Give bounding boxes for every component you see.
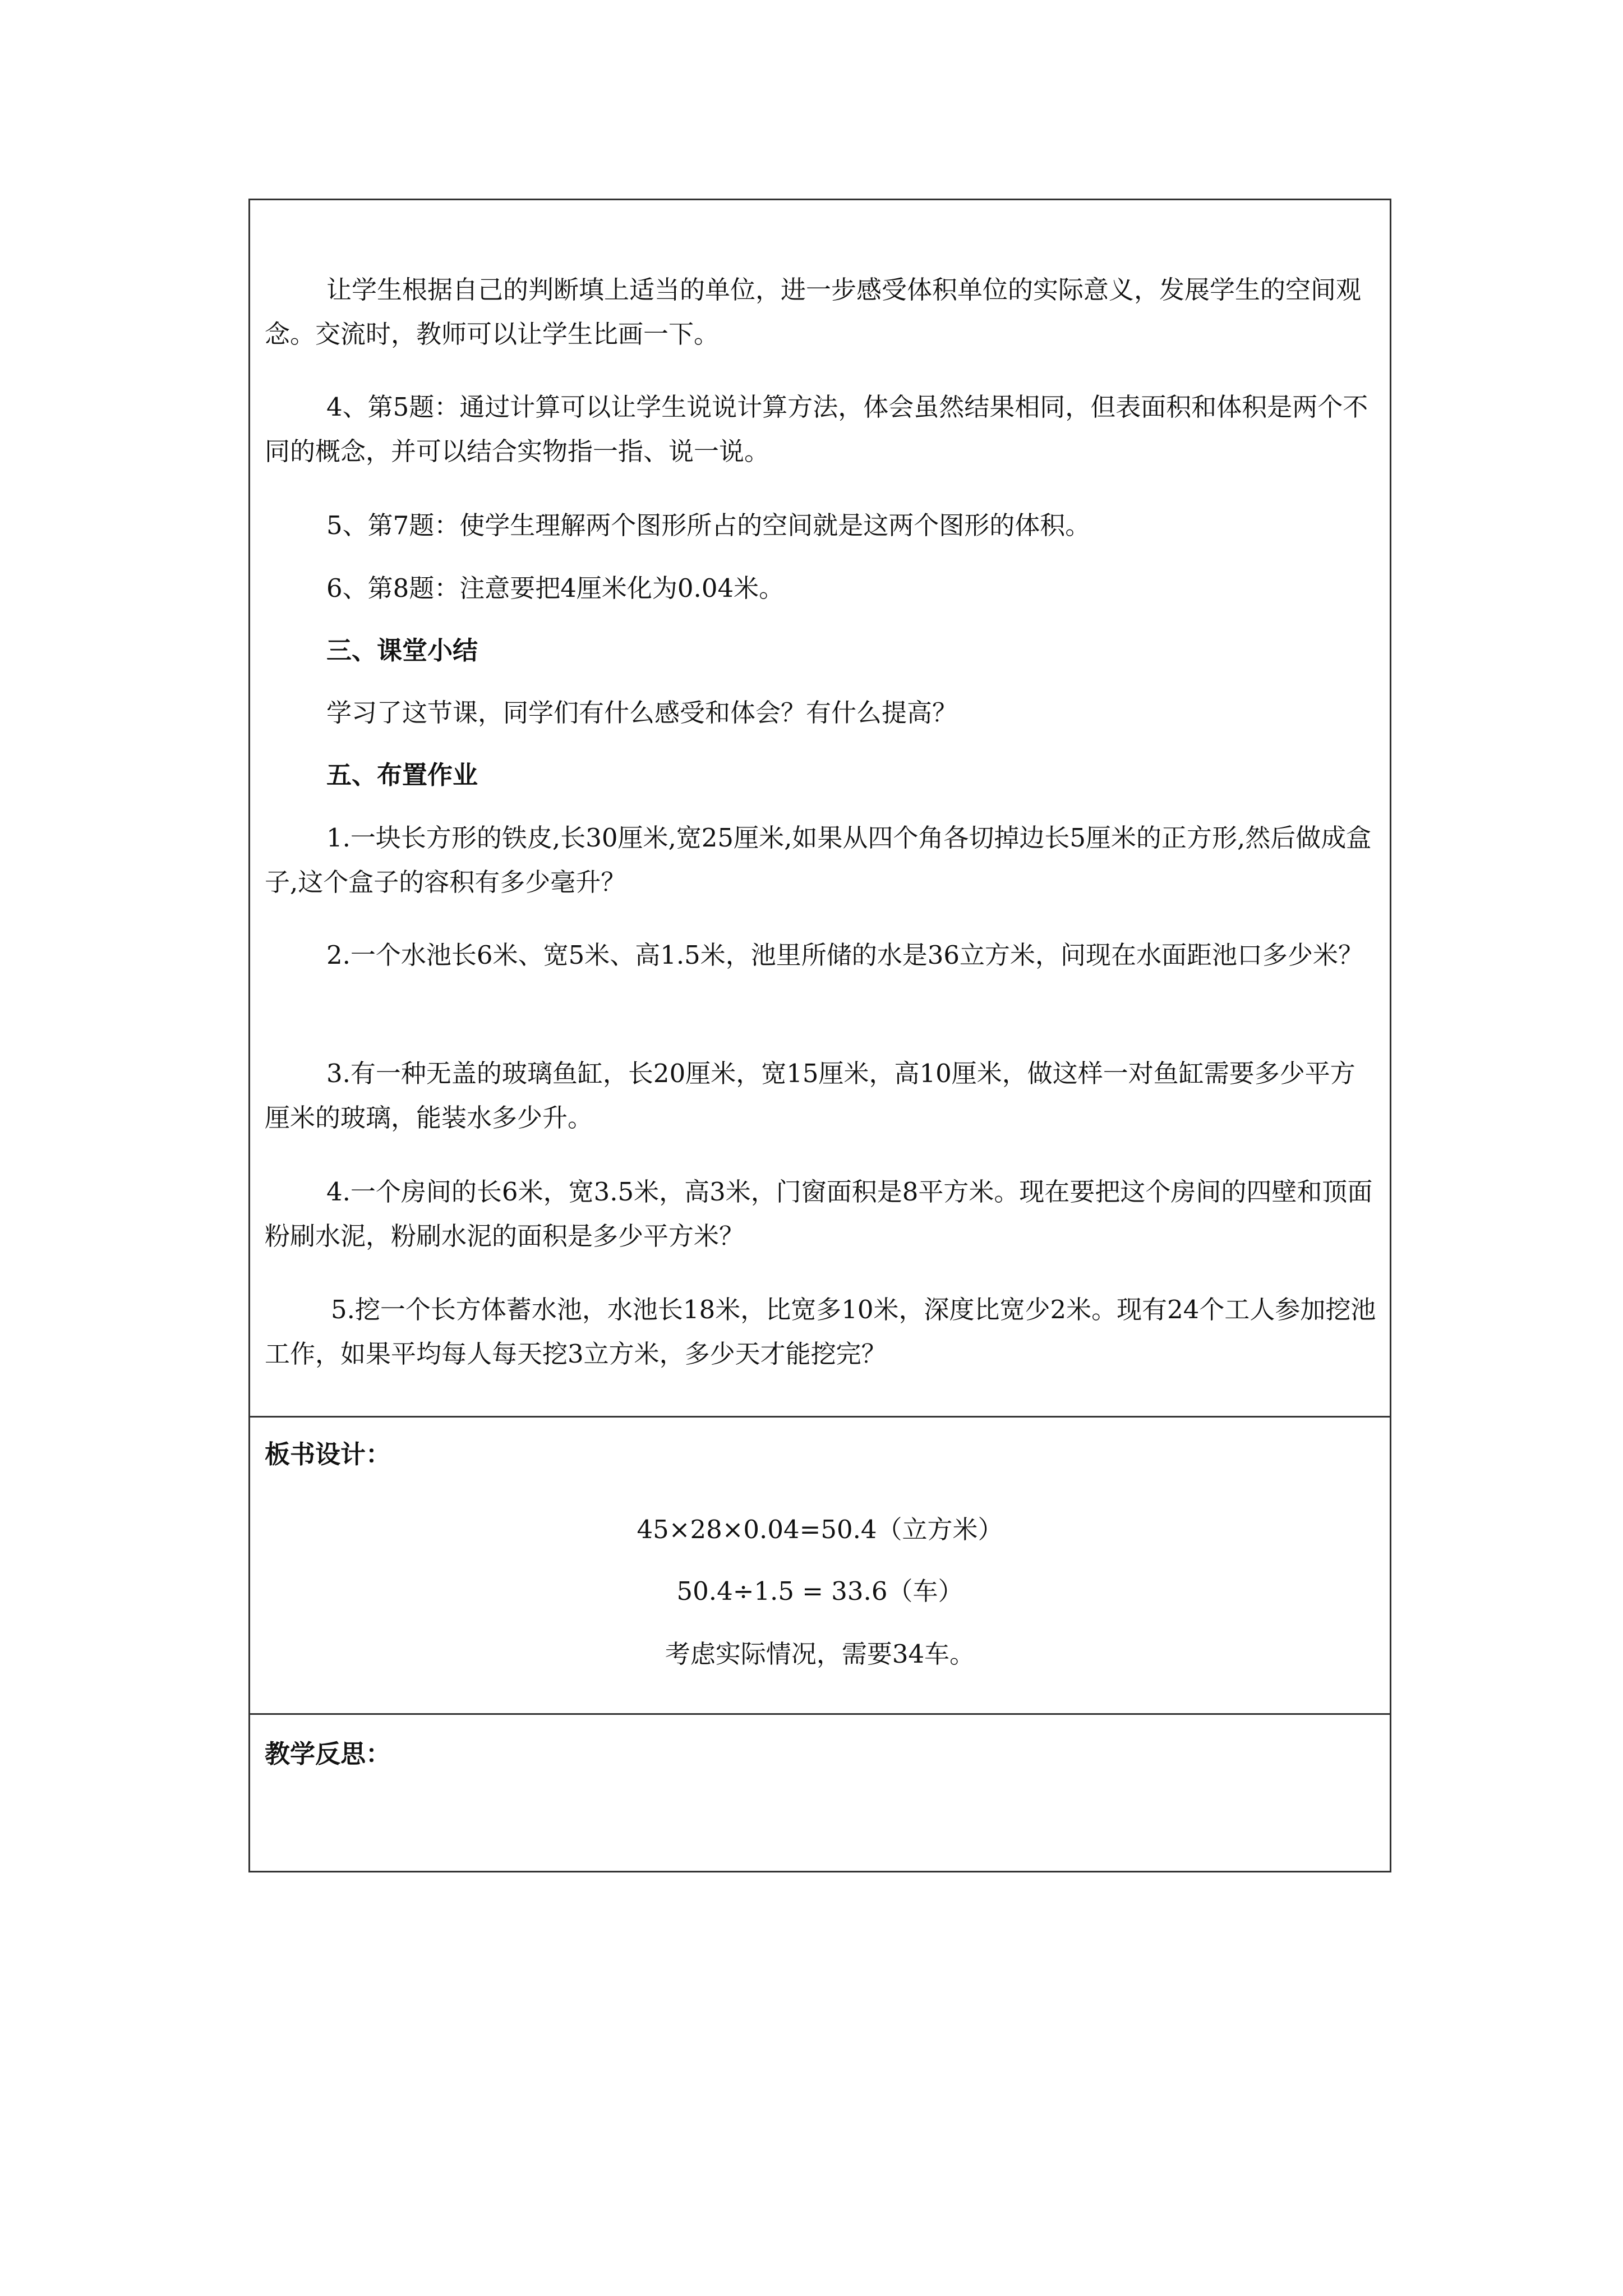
homework-item-5: 5.挖一个长方体蓄水池，水池长18米，比宽多10米，深度比宽少2米。现有24个工人参加挖池工作，如果平均每人每天挖3立方米，多少天才能挖完？: [265, 1295, 1376, 1369]
board-line-3: 考虑实际情况，需要34车。: [665, 1639, 975, 1669]
teaching-reflection-cell: [250, 1715, 1390, 1871]
lesson-plan-table: [248, 199, 1391, 1872]
homework-item-3: 3.有一种无盖的玻璃鱼缸，长20厘米，宽15厘米，高10厘米，做这样一对鱼缸需要多少平方厘米的玻璃，能装水多少升。: [265, 1059, 1355, 1133]
intro-paragraph: 让学生根据自己的判断填上适当的单位，进一步感受体积单位的实际意义，发展学生的空间观念。交流时，教师可以让学生比画一下。: [265, 275, 1362, 349]
board-design-cell: [250, 1418, 1390, 1715]
homework-item-2: 2.一个水池长6米、宽5米、高1.5米，池里所储的水是36立方米，问现在水面距池口多少米？: [326, 940, 1364, 970]
teaching-reflection-label: 教学反思：: [265, 1739, 391, 1769]
section-summary-heading: 三、课堂小结: [326, 636, 478, 665]
board-line-2: 50.4÷1.5 = 33.6（车）: [676, 1576, 963, 1606]
board-design-label: 板书设计：: [265, 1439, 391, 1469]
teaching-content-cell: [250, 200, 1390, 1418]
board-line-1: 45×28×0.04=50.4（立方米）: [637, 1515, 1003, 1544]
item-5-paragraph: 5、第7题：使学生理解两个图形所占的空间就是这两个图形的体积。: [326, 510, 1091, 540]
section-homework-heading: 五、布置作业: [326, 760, 478, 790]
item-4-paragraph: 4、第5题：通过计算可以让学生说说计算方法，体会虽然结果相同，但表面积和体积是两个不同的概念，并可以结合实物指一指、说一说。: [265, 392, 1368, 466]
summary-paragraph: 学习了这节课，同学们有什么感受和体会？有什么提高？: [326, 698, 958, 728]
item-6-paragraph: 6、第8题：注意要把4厘米化为0.04米。: [326, 573, 785, 603]
homework-item-4: 4.一个房间的长6米，宽3.5米，高3米，门窗面积是8平方米。现在要把这个房间的四壁和顶面粉刷水泥，粉刷水泥的面积是多少平方米？: [265, 1177, 1373, 1251]
homework-item-1: 1.一块长方形的铁皮,长30厘米,宽25厘米,如果从四个角各切掉边长5厘米的正方形,然后做成盒子,这个盒子的容积有多少毫升？: [265, 823, 1372, 897]
